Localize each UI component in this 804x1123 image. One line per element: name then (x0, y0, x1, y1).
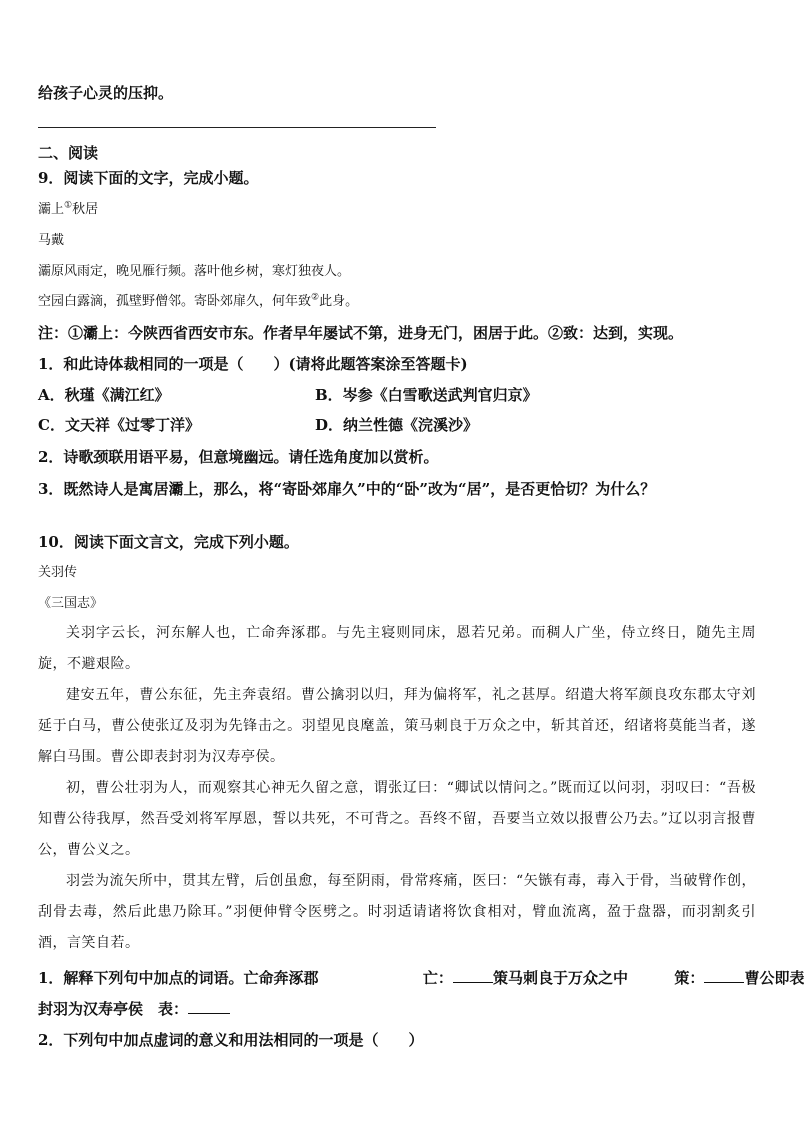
option-c: C．文天祥《过零丁洋》 (38, 416, 200, 434)
answer-blank-biao[interactable] (188, 999, 230, 1014)
question-10-1-sentence-3-cont: 封羽为汉寿亭侯 表： (38, 1000, 189, 1018)
passage-paragraph-4: 羽尝为流矢所中，贯其左臂，后创虽愈，每至阴雨，骨常疼痛，医曰：“矢镞有毒，毒入于骨，当破臂作创，刮骨去毒，然后此患乃除耳。”羽便伸臂令医劈之。时羽适请诸将饮食相对，臂血流离，盈于盘器，而羽割炙引酒，言笑自若。 (38, 873, 756, 951)
poem-line-2-part-b: 此身。 (319, 294, 359, 309)
poem-title-part-b: 秋居 (72, 202, 99, 217)
poem-notes: 注：①灞上：今陕西省西安市东。作者早年屡试不第，进身无门，困居于此。②致：达到，实现。 (38, 324, 684, 342)
answer-blank-ce[interactable] (704, 968, 744, 983)
word-label-ce: 策： (674, 969, 705, 987)
question-9-3: 3．既然诗人是寓居灞上，那么，将“寄卧郊扉久”中的“卧”改为“居”，是否更恰切？为什么？ (38, 480, 656, 498)
poem-line-1: 灞原风雨定，晚见雁行频。落叶他乡树，寒灯独夜人。 (38, 264, 351, 279)
answer-blank-wang[interactable] (453, 968, 493, 983)
poem-title-part-a: 灞上 (38, 202, 65, 217)
question-10-1-stem: 1．解释下列句中加点的词语。亡命奔涿郡 (38, 969, 319, 987)
question-10-1-line-2 (38, 998, 230, 1019)
question-10-1-line-1 (38, 967, 804, 988)
poem-author: 马戴 (38, 233, 65, 248)
passage-paragraph-3: 初，曹公壮羽为人，而观察其心神无久留之意，谓张辽曰：“卿试以情问之。”既而辽以问羽，羽叹曰：“吾极知曹公待我厚，然吾受刘将军厚恩，誓以共死，不可背之。吾终不留，吾要当立效以报曹公乃去。”辽以羽言报曹公，曹公义之。 (38, 780, 756, 858)
question-10-1-sentence-3: 曹公即表 (744, 969, 804, 987)
question-10-intro: 10．阅读下面文言文，完成下列小题。 (38, 533, 299, 551)
answer-rule-line (38, 127, 436, 128)
question-10-2: 2．下列句中加点虚词的意义和用法相同的一项是（ ） (38, 1031, 424, 1049)
poem-line-2-footnote-mark: ② (311, 292, 320, 303)
question-10-1-sentence-2: 策马刺良于万众之中 (492, 969, 628, 987)
option-d: D．纳兰性德《浣溪沙》 (315, 416, 479, 434)
option-a: A．秋瑾《满江红》 (38, 386, 170, 404)
poem-title (38, 198, 98, 217)
question-9-1: 1．和此诗体裁相同的一项是（ ）(请将此题答案涂至答题卡) (38, 355, 468, 373)
word-label-wang: 亡： (422, 969, 453, 987)
option-b: B．岑参《白雪歌送武判官归京》 (315, 386, 538, 404)
question-9-intro: 9．阅读下面的文字，完成小题。 (38, 169, 259, 187)
poem-title-footnote-mark: ① (64, 200, 73, 211)
text-title: 关羽传 (38, 565, 78, 580)
carryover-text: 给孩子心灵的压抑。 (38, 84, 174, 102)
text-source: 《三国志》 (38, 596, 104, 611)
section-heading: 二、阅读 (38, 144, 99, 162)
passage-paragraph-2: 建安五年，曹公东征，先主奔袁绍。曹公擒羽以归，拜为偏将军，礼之甚厚。绍遣大将军颜良攻东郡太守刘延于白马，曹公使张辽及羽为先锋击之。羽望见良麾盖，策马刺良于万众之中，斩其首还，绍诸将莫能当者，遂解白马围。曹公即表封羽为汉寿亭侯。 (38, 687, 756, 765)
poem-line-2 (38, 290, 358, 309)
poem-line-2-part-a: 空园白露滴，孤壁野僧邻。寄卧郊扉久，何年致 (38, 294, 312, 309)
question-9-2: 2．诗歌颈联用语平易，但意境幽远。请任选角度加以赏析。 (38, 448, 439, 466)
passage-paragraph-1: 关羽字云长，河东解人也，亡命奔涿郡。与先主寝则同床，恩若兄弟。而稠人广坐，侍立终日，随先主周旋，不避艰险。 (38, 625, 756, 672)
